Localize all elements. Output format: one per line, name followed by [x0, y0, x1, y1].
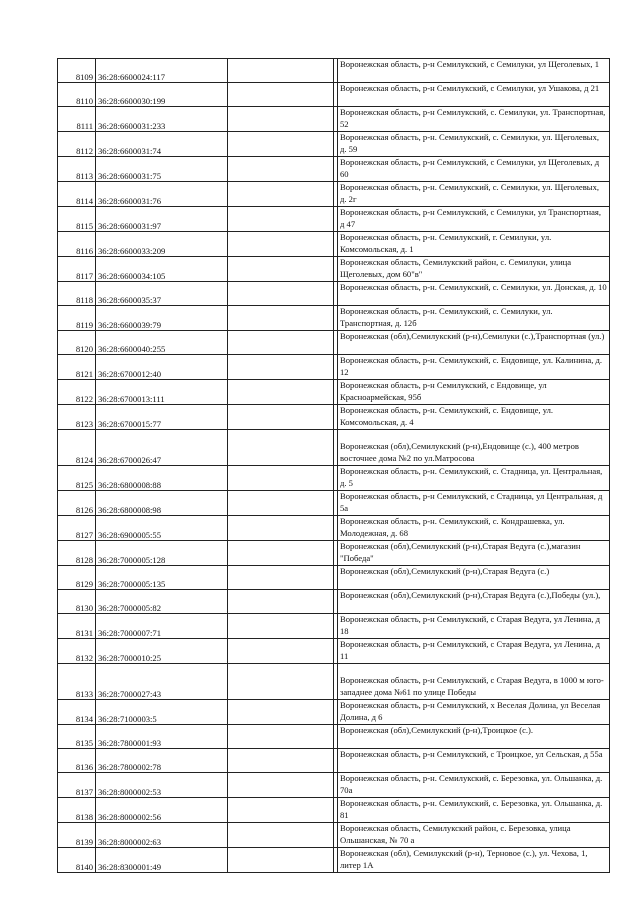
table-row	[58, 848, 610, 873]
empty-cell	[228, 614, 334, 639]
address-cell	[338, 59, 610, 83]
table-row	[58, 59, 610, 83]
address-cell	[338, 614, 610, 639]
address-text: Воронежская (обл),Семилукский (р-н),Ендовище (с.), 400 метров восточнее дома №2 по ул.Матросова	[340, 441, 579, 463]
cadastral-number-cell: 36:28:6600031:75	[96, 157, 228, 182]
address-text: Воронежская область, р-н. Семилукский, с. Ендовище, ул. Калинина, д. 12	[340, 355, 603, 377]
row-number-cell: 8122	[58, 380, 96, 405]
table-row	[58, 380, 610, 405]
table-row	[58, 725, 610, 749]
table-row	[58, 664, 610, 700]
empty-cell	[228, 355, 334, 380]
cadastral-number-cell: 36:28:6900005:55	[96, 516, 228, 541]
address-text: Воронежская область, р-н. Семилукский, с. Семилуки, ул. Щеголевых, д. 2г	[340, 182, 600, 204]
address-cell	[338, 232, 610, 257]
cadastral-number-cell: 36:28:6800008:98	[96, 491, 228, 516]
empty-cell	[228, 664, 334, 700]
row-number-cell: 8129	[58, 566, 96, 590]
empty-cell	[228, 83, 334, 107]
table-row	[58, 614, 610, 639]
table-row	[58, 355, 610, 380]
row-number-cell: 8113	[58, 157, 96, 182]
address-cell	[338, 380, 610, 405]
table-row	[58, 157, 610, 182]
address-text: Воронежская (обл),Семилукский (р-н),Старая Ведуга (с.)	[340, 566, 550, 576]
address-cell	[338, 566, 610, 590]
empty-cell	[228, 773, 334, 798]
address-cell	[338, 639, 610, 664]
empty-cell	[228, 848, 334, 873]
address-cell	[338, 516, 610, 541]
empty-cell	[228, 59, 334, 83]
empty-cell	[228, 725, 334, 749]
cadastral-number-cell: 36:28:7000005:128	[96, 541, 228, 566]
table-body	[58, 59, 610, 873]
empty-cell	[228, 257, 334, 282]
row-number-cell: 8140	[58, 848, 96, 873]
empty-cell	[228, 798, 334, 823]
table-row	[58, 491, 610, 516]
address-text: Воронежская область, р-н. Семилукский, с. Семилуки, ул. Щеголевых, д. 59	[340, 132, 600, 154]
address-text: Воронежская (обл),Семилукский (р-н),Старая Ведуга (с.),Победы (ул.),	[340, 590, 601, 600]
table-row	[58, 773, 610, 798]
row-number-cell: 8133	[58, 664, 96, 700]
address-cell	[338, 355, 610, 380]
table-row	[58, 566, 610, 590]
address-cell	[338, 700, 610, 725]
table-row	[58, 232, 610, 257]
empty-cell	[228, 405, 334, 430]
address-cell	[338, 405, 610, 430]
empty-cell	[228, 516, 334, 541]
table-row	[58, 83, 610, 107]
cadastral-number-cell: 36:28:7000005:135	[96, 566, 228, 590]
cadastral-number-cell: 36:28:7800002:78	[96, 749, 228, 773]
table-row	[58, 207, 610, 232]
table-row	[58, 590, 610, 614]
row-number-cell: 8135	[58, 725, 96, 749]
empty-cell	[228, 700, 334, 725]
address-cell	[338, 773, 610, 798]
row-number-cell: 8136	[58, 749, 96, 773]
cadastral-number-cell: 36:28:6600040:255	[96, 331, 228, 355]
address-text: Воронежская область, р-н Семилукский, с Старая Ведуга, в 1000 м юго-западнее дома №61 по улице Победы	[340, 675, 604, 697]
cadastral-number-cell: 36:28:8000002:56	[96, 798, 228, 823]
cadastral-number-cell: 36:28:6800008:88	[96, 466, 228, 491]
empty-cell	[228, 182, 334, 207]
address-text: Воронежская область, р-н Семилукский, с Старая Ведуга, ул Ленина, д 11	[340, 639, 600, 661]
cadastral-number-cell: 36:28:7000007:71	[96, 614, 228, 639]
empty-cell	[228, 306, 334, 331]
cadastral-number-cell: 36:28:6700012:40	[96, 355, 228, 380]
row-number-cell: 8112	[58, 132, 96, 157]
table-row	[58, 306, 610, 331]
row-number-cell: 8125	[58, 466, 96, 491]
address-text: Воронежская область, р-н Семилукский, с Семилуки, ул Транспортная, д 47	[340, 207, 602, 229]
table-row	[58, 798, 610, 823]
address-cell	[338, 207, 610, 232]
address-text: Воронежская область, р-н. Семилукский, с. Ендовище, ул. Комсомольская, д. 4	[340, 405, 554, 427]
address-text: Воронежская область, р-н Семилукский, с Семилуки, ул Ушакова, д 21	[340, 83, 600, 93]
empty-cell	[228, 639, 334, 664]
empty-cell	[228, 282, 334, 306]
empty-cell	[228, 466, 334, 491]
table-row	[58, 107, 610, 132]
cadastral-number-cell: 36:28:8000002:53	[96, 773, 228, 798]
table-row	[58, 466, 610, 491]
table-row	[58, 639, 610, 664]
cadastral-number-cell: 36:28:6600034:105	[96, 257, 228, 282]
row-number-cell: 8131	[58, 614, 96, 639]
address-text: Воронежская область, р-н Семилукский, с. Семилуки, ул. Транспортная, 52	[340, 107, 606, 129]
row-number-cell: 8126	[58, 491, 96, 516]
empty-cell	[228, 331, 334, 355]
table-row	[58, 541, 610, 566]
cadastral-number-cell: 36:28:6600031:233	[96, 107, 228, 132]
address-text: Воронежская область, р-н Семилукский, с Троицкое, ул Сельская, д 55а	[340, 749, 603, 759]
address-cell	[338, 132, 610, 157]
cadastral-number-cell: 36:28:7000027:43	[96, 664, 228, 700]
row-number-cell: 8128	[58, 541, 96, 566]
row-number-cell: 8118	[58, 282, 96, 306]
cadastral-number-cell: 36:28:6600030:199	[96, 83, 228, 107]
row-number-cell: 8139	[58, 823, 96, 848]
cadastral-number-cell: 36:28:8000002:63	[96, 823, 228, 848]
cadastral-number-cell: 36:28:6600033:209	[96, 232, 228, 257]
address-cell	[338, 182, 610, 207]
address-cell	[338, 257, 610, 282]
address-cell	[338, 491, 610, 516]
document-page	[57, 58, 610, 873]
table-row	[58, 430, 610, 466]
address-cell	[338, 430, 610, 466]
table-row	[58, 282, 610, 306]
row-number-cell: 8121	[58, 355, 96, 380]
empty-cell	[228, 132, 334, 157]
cadastral-number-cell: 36:28:6600039:79	[96, 306, 228, 331]
address-text: Воронежская область, Семилукский район, с. Семилуки, улица Щеголевых, дом 60"в"	[340, 257, 572, 279]
row-number-cell: 8137	[58, 773, 96, 798]
row-number-cell: 8130	[58, 590, 96, 614]
row-number-cell: 8110	[58, 83, 96, 107]
empty-cell	[228, 207, 334, 232]
row-number-cell: 8115	[58, 207, 96, 232]
cadastral-number-cell: 36:28:6700026:47	[96, 430, 228, 466]
row-number-cell: 8124	[58, 430, 96, 466]
address-text: Воронежская область, р-н. Семилукский, с. Семилуки, ул. Транспортная, д. 12б	[340, 306, 553, 328]
address-text: Воронежская (обл), Семилукский (р-н), Терновое (с.), ул. Чехова, 1, литер 1А	[340, 848, 588, 870]
address-text: Воронежская область, р-н. Семилукский, с. Семилуки, ул. Донская, д. 10	[340, 282, 607, 292]
empty-cell	[228, 107, 334, 132]
address-text: Воронежская область, Семилукский район, с. Березовка, улица Ольшанская, № 70 а	[340, 823, 571, 845]
empty-cell	[228, 566, 334, 590]
cadastral-number-cell: 36:28:6600035:37	[96, 282, 228, 306]
table-row	[58, 132, 610, 157]
row-number-cell: 8119	[58, 306, 96, 331]
row-number-cell: 8127	[58, 516, 96, 541]
row-number-cell: 8117	[58, 257, 96, 282]
address-text: Воронежская область, р-н. Семилукский, с. Кондрашевка, ул. Молодежная, д. 68	[340, 516, 565, 538]
cadastral-table	[57, 58, 610, 873]
cadastral-number-cell: 36:28:7000005:82	[96, 590, 228, 614]
table-row	[58, 516, 610, 541]
row-number-cell: 8109	[58, 59, 96, 83]
address-cell	[338, 749, 610, 773]
address-cell	[338, 282, 610, 306]
cadastral-number-cell: 36:28:6700015:77	[96, 405, 228, 430]
cadastral-number-cell: 36:28:7100003:5	[96, 700, 228, 725]
table-row	[58, 331, 610, 355]
empty-cell	[228, 380, 334, 405]
cadastral-number-cell: 36:28:6600024:117	[96, 59, 228, 83]
table-row	[58, 405, 610, 430]
table-row	[58, 823, 610, 848]
address-cell	[338, 798, 610, 823]
cadastral-number-cell: 36:28:6700013:111	[96, 380, 228, 405]
empty-cell	[228, 430, 334, 466]
address-text: Воронежская область, р-н Семилукский, с Старая Ведуга, ул Ленина, д 18	[340, 614, 600, 636]
address-text: Воронежская область, р-н Семилукский, с Семилуки, ул Щеголевых, д 60	[340, 157, 600, 179]
address-cell	[338, 107, 610, 132]
address-cell	[338, 590, 610, 614]
address-cell	[338, 541, 610, 566]
address-cell	[338, 848, 610, 873]
row-number-cell: 8132	[58, 639, 96, 664]
row-number-cell: 8138	[58, 798, 96, 823]
cadastral-number-cell: 36:28:6600031:74	[96, 132, 228, 157]
address-cell	[338, 725, 610, 749]
table-row	[58, 182, 610, 207]
empty-cell	[228, 491, 334, 516]
empty-cell	[228, 749, 334, 773]
row-number-cell: 8116	[58, 232, 96, 257]
row-number-cell: 8111	[58, 107, 96, 132]
cadastral-number-cell: 36:28:6600031:97	[96, 207, 228, 232]
empty-cell	[228, 541, 334, 566]
empty-cell	[228, 232, 334, 257]
address-text: Воронежская область, р-н Семилукский, с Семилуки, ул Щеголевых, 1	[340, 59, 600, 69]
address-cell	[338, 823, 610, 848]
address-text: Воронежская область, р-н Семилукский, х Веселая Долина, ул Веселая Долина, д 6	[340, 700, 601, 722]
cadastral-number-cell: 36:28:7000010:25	[96, 639, 228, 664]
address-cell	[338, 157, 610, 182]
empty-cell	[228, 590, 334, 614]
table-row	[58, 700, 610, 725]
address-text: Воронежская область, р-н Семилукский, с Ендовище, ул Красноармейская, 95б	[340, 380, 547, 402]
cadastral-number-cell: 36:28:8300001:49	[96, 848, 228, 873]
address-cell	[338, 83, 610, 107]
cadastral-number-cell: 36:28:7800001:93	[96, 725, 228, 749]
address-text: Воронежская область, р-н. Семилукский, с. Березовка, ул. Ольшанка, д. 81	[340, 798, 603, 820]
row-number-cell: 8120	[58, 331, 96, 355]
row-number-cell: 8134	[58, 700, 96, 725]
row-number-cell: 8123	[58, 405, 96, 430]
empty-cell	[228, 157, 334, 182]
address-text: Воронежская (обл),Семилукский (р-н),Троицкое (с.).	[340, 725, 534, 735]
address-text: Воронежская область, р-н. Семилукский, с. Березовка, ул. Ольшанка, д. 70а	[340, 773, 603, 795]
address-cell	[338, 664, 610, 700]
address-cell	[338, 466, 610, 491]
address-text: Воронежская область, р-н Семилукский, с Стадница, ул Центральная, д 5а	[340, 491, 603, 513]
table-row	[58, 257, 610, 282]
cadastral-number-cell: 36:28:6600031:76	[96, 182, 228, 207]
empty-cell	[228, 823, 334, 848]
address-text: Воронежская (обл),Семилукский (р-н),Семилуки (с.),Транспортная (ул.)	[340, 331, 605, 341]
address-text: Воронежская область, р-н. Семилукский, с. Стадница, ул. Центральная, д. 5	[340, 466, 603, 488]
address-cell	[338, 331, 610, 355]
row-number-cell: 8114	[58, 182, 96, 207]
address-cell	[338, 306, 610, 331]
address-text: Воронежская область, р-н. Семилукский, г. Семилуки, ул. Комсомольская, д. 1	[340, 232, 552, 254]
address-text: Воронежская (обл),Семилукский (р-н),Старая Ведуга (с.),магазин "Победа"	[340, 541, 581, 563]
table-row	[58, 749, 610, 773]
